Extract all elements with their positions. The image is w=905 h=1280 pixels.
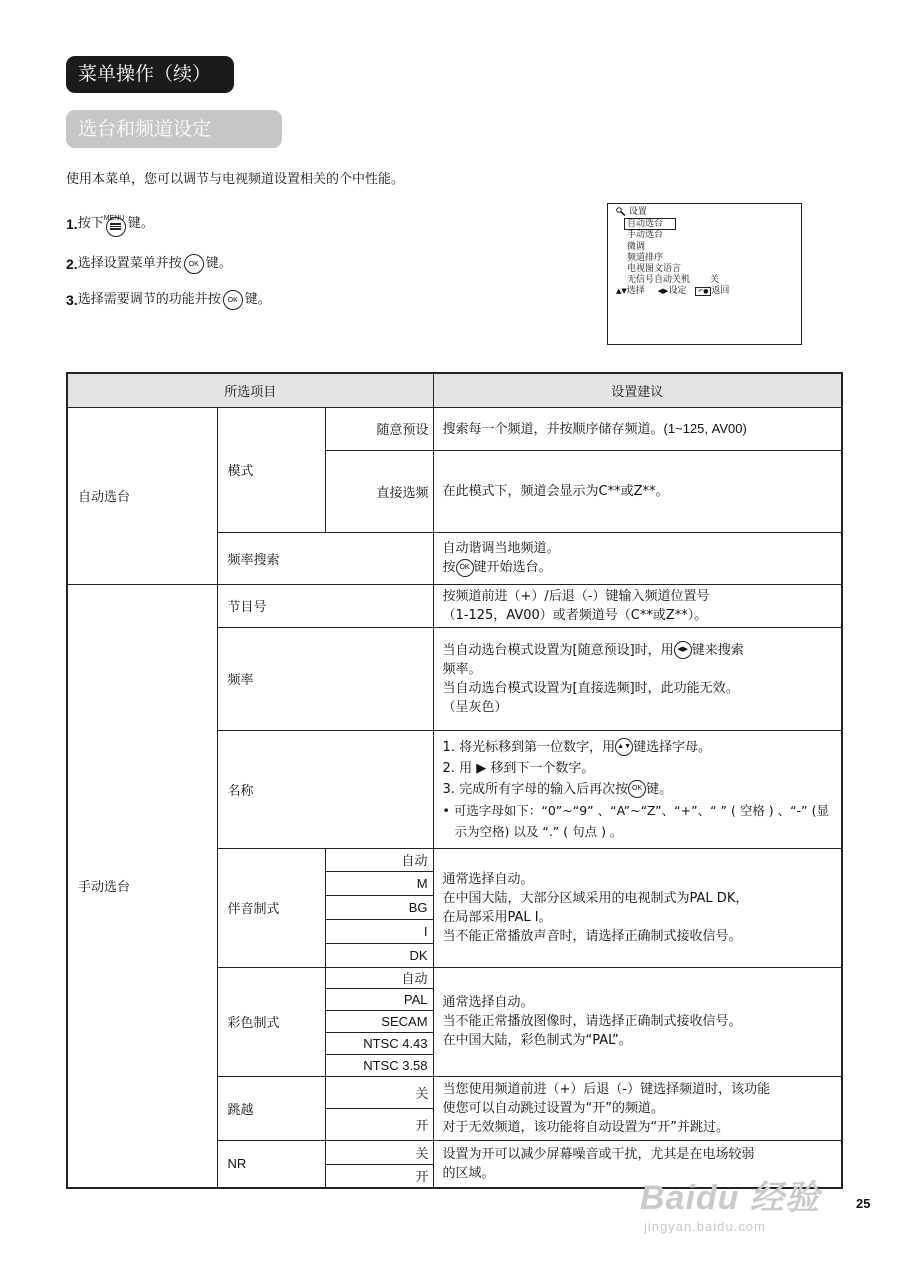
table-row (67, 584, 842, 627)
wrench-icon (616, 207, 626, 216)
menu-label: MENU (103, 215, 125, 222)
color-option: PAL (325, 988, 433, 1010)
step-number: 2. (66, 256, 78, 272)
ok-button-icon: OK (184, 254, 204, 274)
intro-text: 使用本菜单，您可以调节与电视频道设置相关的个中性能。 (66, 172, 405, 187)
osd-item-teletext-lang[interactable]: 电视图文语言 (627, 264, 682, 275)
header-item: 所选项目 (67, 373, 433, 407)
step-text: 选择需要调节的功能并按 (77, 292, 221, 307)
color-option: NTSC 4.43 (325, 1032, 433, 1054)
random-preset-label: 随意预设 (325, 407, 433, 450)
direct-select-label: 直接选频 (325, 450, 433, 532)
skip-option: 关 (325, 1076, 433, 1108)
name-desc: 1. 将光标移到第一位数字，用 ▲▼ 键选择字母。 2. 用 ▶ 移到下一个数字。 3. 完成所有字母的输入后再次按 OK 键。 • 可选字母如下：“0”~“9” 、“A”~“Z”、“+”、“ ” ( 空格 ) 、“-” (显 示为空格) 以及 “.” ( 句点 ) 。 (433, 730, 842, 848)
skip-desc: 当您使用频道前进（+）后退（-）键选择频道时，该功能 使您可以自动跳过设置为“开”的频道。 对于无效频道，该功能将自动设置为“开”并跳过。 (433, 1076, 842, 1140)
step-text: 键。 (244, 292, 271, 307)
return-icon: ↶● (695, 287, 711, 296)
sound-option: 自动 (325, 848, 433, 871)
osd-item-auto-tune[interactable]: 自动选台 (624, 218, 676, 230)
skip-option: 开 (325, 1108, 433, 1140)
nr-option: 关 (325, 1140, 433, 1164)
osd-footer: ▲▼选择 ◀▶设定 ↶● 返回 (616, 286, 730, 297)
frequency-desc: 当自动选台模式设置为[随意预设]时，用 ◀▶ 键来搜索 频率。 当自动选台模式设置为[直接选频]时，此功能无效。 （呈灰色） (433, 627, 842, 730)
table-row (67, 407, 842, 450)
up-down-icon: ▲▼ (616, 287, 627, 296)
step-number: 3. (66, 292, 78, 308)
color-option: NTSC 3.58 (325, 1054, 433, 1076)
manual-tune-label: 手动选台 (67, 584, 217, 1188)
menu-button-icon (103, 215, 126, 237)
osd-title: 设置 (616, 207, 729, 218)
ok-button-icon: OK (628, 780, 646, 798)
sound-option: DK (325, 943, 433, 967)
random-preset-desc: 搜索每一个频道，并按顺序储存频道。(1~125, AV00) (433, 407, 842, 450)
step-text: 按下 (77, 216, 104, 231)
osd-value: 关 (710, 275, 720, 286)
nr-desc: 设置为开可以减少屏幕噪音或干扰，尤其是在电场较弱 的区域。 (433, 1140, 842, 1188)
program-no-label: 节目号 (217, 584, 433, 627)
color-option: 自动 (325, 967, 433, 988)
table-header (67, 373, 842, 407)
step-text: 选择设置菜单并按 (77, 256, 182, 271)
skip-label: 跳越 (217, 1076, 325, 1140)
osd-item-channel-sort[interactable]: 频道排序 (627, 252, 664, 263)
auto-tune-label: 自动选台 (67, 407, 217, 584)
direct-select-desc: 在此模式下，频道会显示为C**或Z**。 (433, 450, 842, 532)
step-3 (66, 288, 271, 312)
frequency-label: 频率 (217, 627, 433, 730)
osd-item-fine-tune[interactable]: 微调 (627, 241, 646, 252)
osd-item-no-signal-off[interactable]: 无信号自动关机 关 (627, 275, 720, 286)
osd-settings-menu (607, 203, 802, 345)
settings-table (66, 372, 843, 1189)
sound-option: BG (325, 895, 433, 919)
sound-option: I (325, 919, 433, 943)
sound-option: M (325, 871, 433, 895)
left-right-icon: ◀▶ (674, 641, 692, 659)
section-title: 菜单操作（续） (66, 56, 234, 93)
ok-button-icon: OK (456, 559, 474, 577)
osd-item-manual-tune[interactable]: 手动选台 (627, 230, 664, 241)
step-1 (66, 212, 154, 236)
freq-search-label: 频率搜索 (217, 532, 433, 584)
up-down-icon: ▲▼ (615, 738, 633, 756)
mode-label: 模式 (217, 407, 325, 532)
nr-option: 开 (325, 1164, 433, 1188)
left-right-icon: ◀▶ (657, 287, 669, 296)
color-system-label: 彩色制式 (217, 967, 325, 1076)
ok-button-icon: OK (223, 290, 243, 310)
step-number: 1. (66, 216, 78, 232)
step-text: 键。 (205, 256, 232, 271)
nr-label: NR (217, 1140, 325, 1188)
sound-system-label: 伴音制式 (217, 848, 325, 967)
color-system-desc: 通常选择自动。 当不能正常播放图像时，请选择正确制式接收信号。 在中国大陆，彩色制式为“PAL”。 (433, 967, 842, 1076)
name-label: 名称 (217, 730, 433, 848)
sound-system-desc: 通常选择自动。 在中国大陆，大部分区域采用的电视制式为PAL DK， 在局部采用PAL I。 当不能正常播放声音时，请选择正确制式接收信号。 (433, 848, 842, 967)
page-number: 25 (856, 1196, 871, 1211)
program-no-desc: 按频道前进（+）/后退（-）键输入频道位置号 （1-125，AV00）或者频道号（C**或Z**）。 (433, 584, 842, 627)
step-text: 键。 (127, 216, 154, 231)
subsection-title: 选台和频道设定 (66, 110, 282, 148)
header-suggestion: 设置建议 (433, 373, 842, 407)
baidu-watermark: Baidu 经验 jingyan.baidu.com (640, 1179, 820, 1234)
freq-search-desc: 自动谐调当地频道。 按 OK 键开始选台。 (433, 532, 842, 584)
color-option: SECAM (325, 1010, 433, 1032)
step-2 (66, 252, 232, 276)
